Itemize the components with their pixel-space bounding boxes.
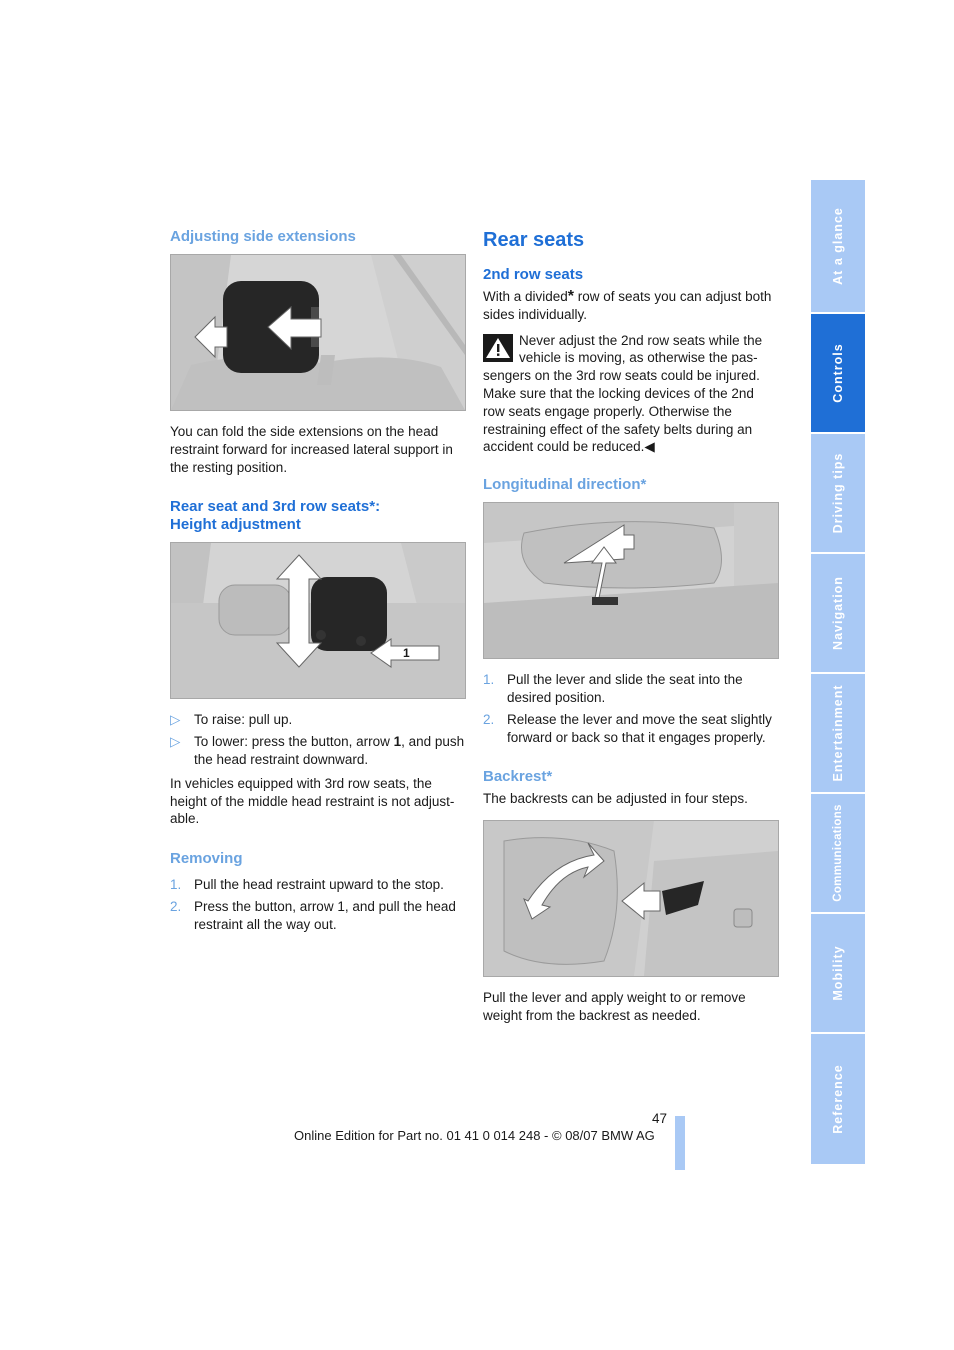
backrest-after-text: Pull the lever and apply weight to or remove weight from the backrest as needed. (483, 990, 746, 1023)
heading-backrest: Backrest* (483, 768, 553, 786)
page-title: Rear seats (483, 229, 585, 251)
list-item (170, 711, 466, 729)
tab-entertainment[interactable] (811, 674, 865, 792)
end-marker-icon: ◀ (644, 439, 655, 455)
headrest-height-illustration (171, 543, 465, 698)
right-column (483, 228, 779, 1031)
triangle-bullet-icon: ▷ (170, 734, 181, 750)
tab-label: Controls (831, 343, 845, 403)
headrest-side-extension-illustration (171, 255, 465, 410)
step-number: 1. (483, 672, 495, 688)
tab-label: Mobility (831, 945, 845, 1001)
backrest-text: The backrests can be adjusted in four steps. (483, 791, 748, 807)
edition-text: Online Edition for Part no. 01 41 0 014 248 - © 08/07 BMW AG (294, 1128, 655, 1143)
seat-slide-illustration (484, 503, 778, 658)
intro-text-b: row of seats you can adjust both sides individually. (483, 289, 772, 322)
option-star: * (567, 288, 575, 305)
figure-label-1: 1 (403, 646, 410, 661)
step-text: Press the button, arrow 1, and pull the head restraint all the way out. (194, 898, 456, 932)
heading-height-adjustment (170, 498, 466, 534)
step-number: 2. (483, 711, 495, 727)
tab-label: Driving tips (831, 452, 845, 534)
warning-block (483, 332, 779, 457)
bullet-text-lower-arrow: 1 (393, 734, 402, 750)
warning-triangle-icon (483, 334, 513, 362)
tab-navigation[interactable] (811, 554, 865, 672)
tab-communications[interactable] (811, 794, 865, 912)
figure-backrest (483, 820, 779, 977)
tab-driving-tips[interactable] (811, 434, 865, 552)
heading-adjusting-side-extensions: Adjusting side extensions (170, 228, 356, 245)
left-column (170, 228, 466, 940)
tab-reference[interactable] (811, 1034, 865, 1164)
figure-side-extensions (170, 254, 466, 411)
heading-removing: Removing (170, 850, 243, 868)
bullet-text-lower-a: To lower: press the button, arrow (194, 734, 394, 750)
footer-accent-bar (675, 1116, 685, 1170)
heading-longitudinal-direction: Longitudinal direction* (483, 476, 647, 494)
figure-height-adjustment (170, 542, 466, 699)
list-item (170, 733, 466, 769)
bullet-text-lower-b: , and push the head restraint downward. (194, 734, 465, 767)
tab-label: Communications (832, 804, 844, 902)
triangle-bullet-icon: ▷ (170, 712, 181, 728)
tab-controls[interactable] (811, 314, 865, 432)
backrest-adjust-illustration (484, 821, 778, 976)
heading-height-adjustment-line2: Height adjustment (170, 516, 301, 534)
step-text: Release the lever and move the seat slightly forward or back so that it engages properly. (507, 711, 772, 745)
step-number: 1. (170, 877, 182, 893)
heading-height-adjustment-line1: Rear seat and 3rd row seats*: (170, 498, 381, 516)
list-item (170, 876, 466, 894)
longitudinal-steps (483, 671, 779, 746)
step-text: Pull the lever and slide the seat into the desired position. (507, 672, 743, 705)
third-row-note: In vehicles equipped with 3rd row seats, the height of the middle head restraint is not adjust-able. (170, 775, 455, 827)
warning-body: Never adjust the 2nd row seats while the vehicle is moving, as otherwise the pas-sengers on the 3rd row seats could be injured. Make sure that the locking devices of the 2nd row seats engage properly. Otherwise the restraining effect of the safety belts during an accident could be reduced. (483, 332, 763, 455)
2nd-row-intro (483, 288, 779, 324)
figure-longitudinal (483, 502, 779, 659)
tab-at-a-glance[interactable] (811, 180, 865, 312)
chapter-tabs (811, 180, 865, 1166)
step-text: Pull the head restraint upward to the stop. (194, 877, 444, 893)
page-number: 47 (651, 1111, 667, 1126)
step-number: 2. (170, 898, 182, 914)
tab-label: Navigation (831, 576, 845, 650)
list-item (483, 711, 779, 747)
list-item (483, 671, 779, 707)
tab-label: At a glance (831, 207, 845, 285)
heading-2nd-row-seats: 2nd row seats (483, 266, 584, 283)
tab-label: Entertainment (831, 684, 845, 782)
intro-text-a: With a divided (483, 289, 568, 304)
tab-label: Reference (831, 1064, 845, 1134)
list-item (170, 898, 466, 934)
removing-steps (170, 876, 466, 933)
bullet-text-raise: To raise: pull up. (194, 712, 293, 728)
tab-mobility[interactable] (811, 914, 865, 1032)
side-extensions-text: You can fold the side extensions on the head restraint forward for increased lateral support in the resting position. (170, 424, 453, 475)
height-adjustment-list (170, 711, 466, 768)
warning-text (483, 332, 779, 457)
